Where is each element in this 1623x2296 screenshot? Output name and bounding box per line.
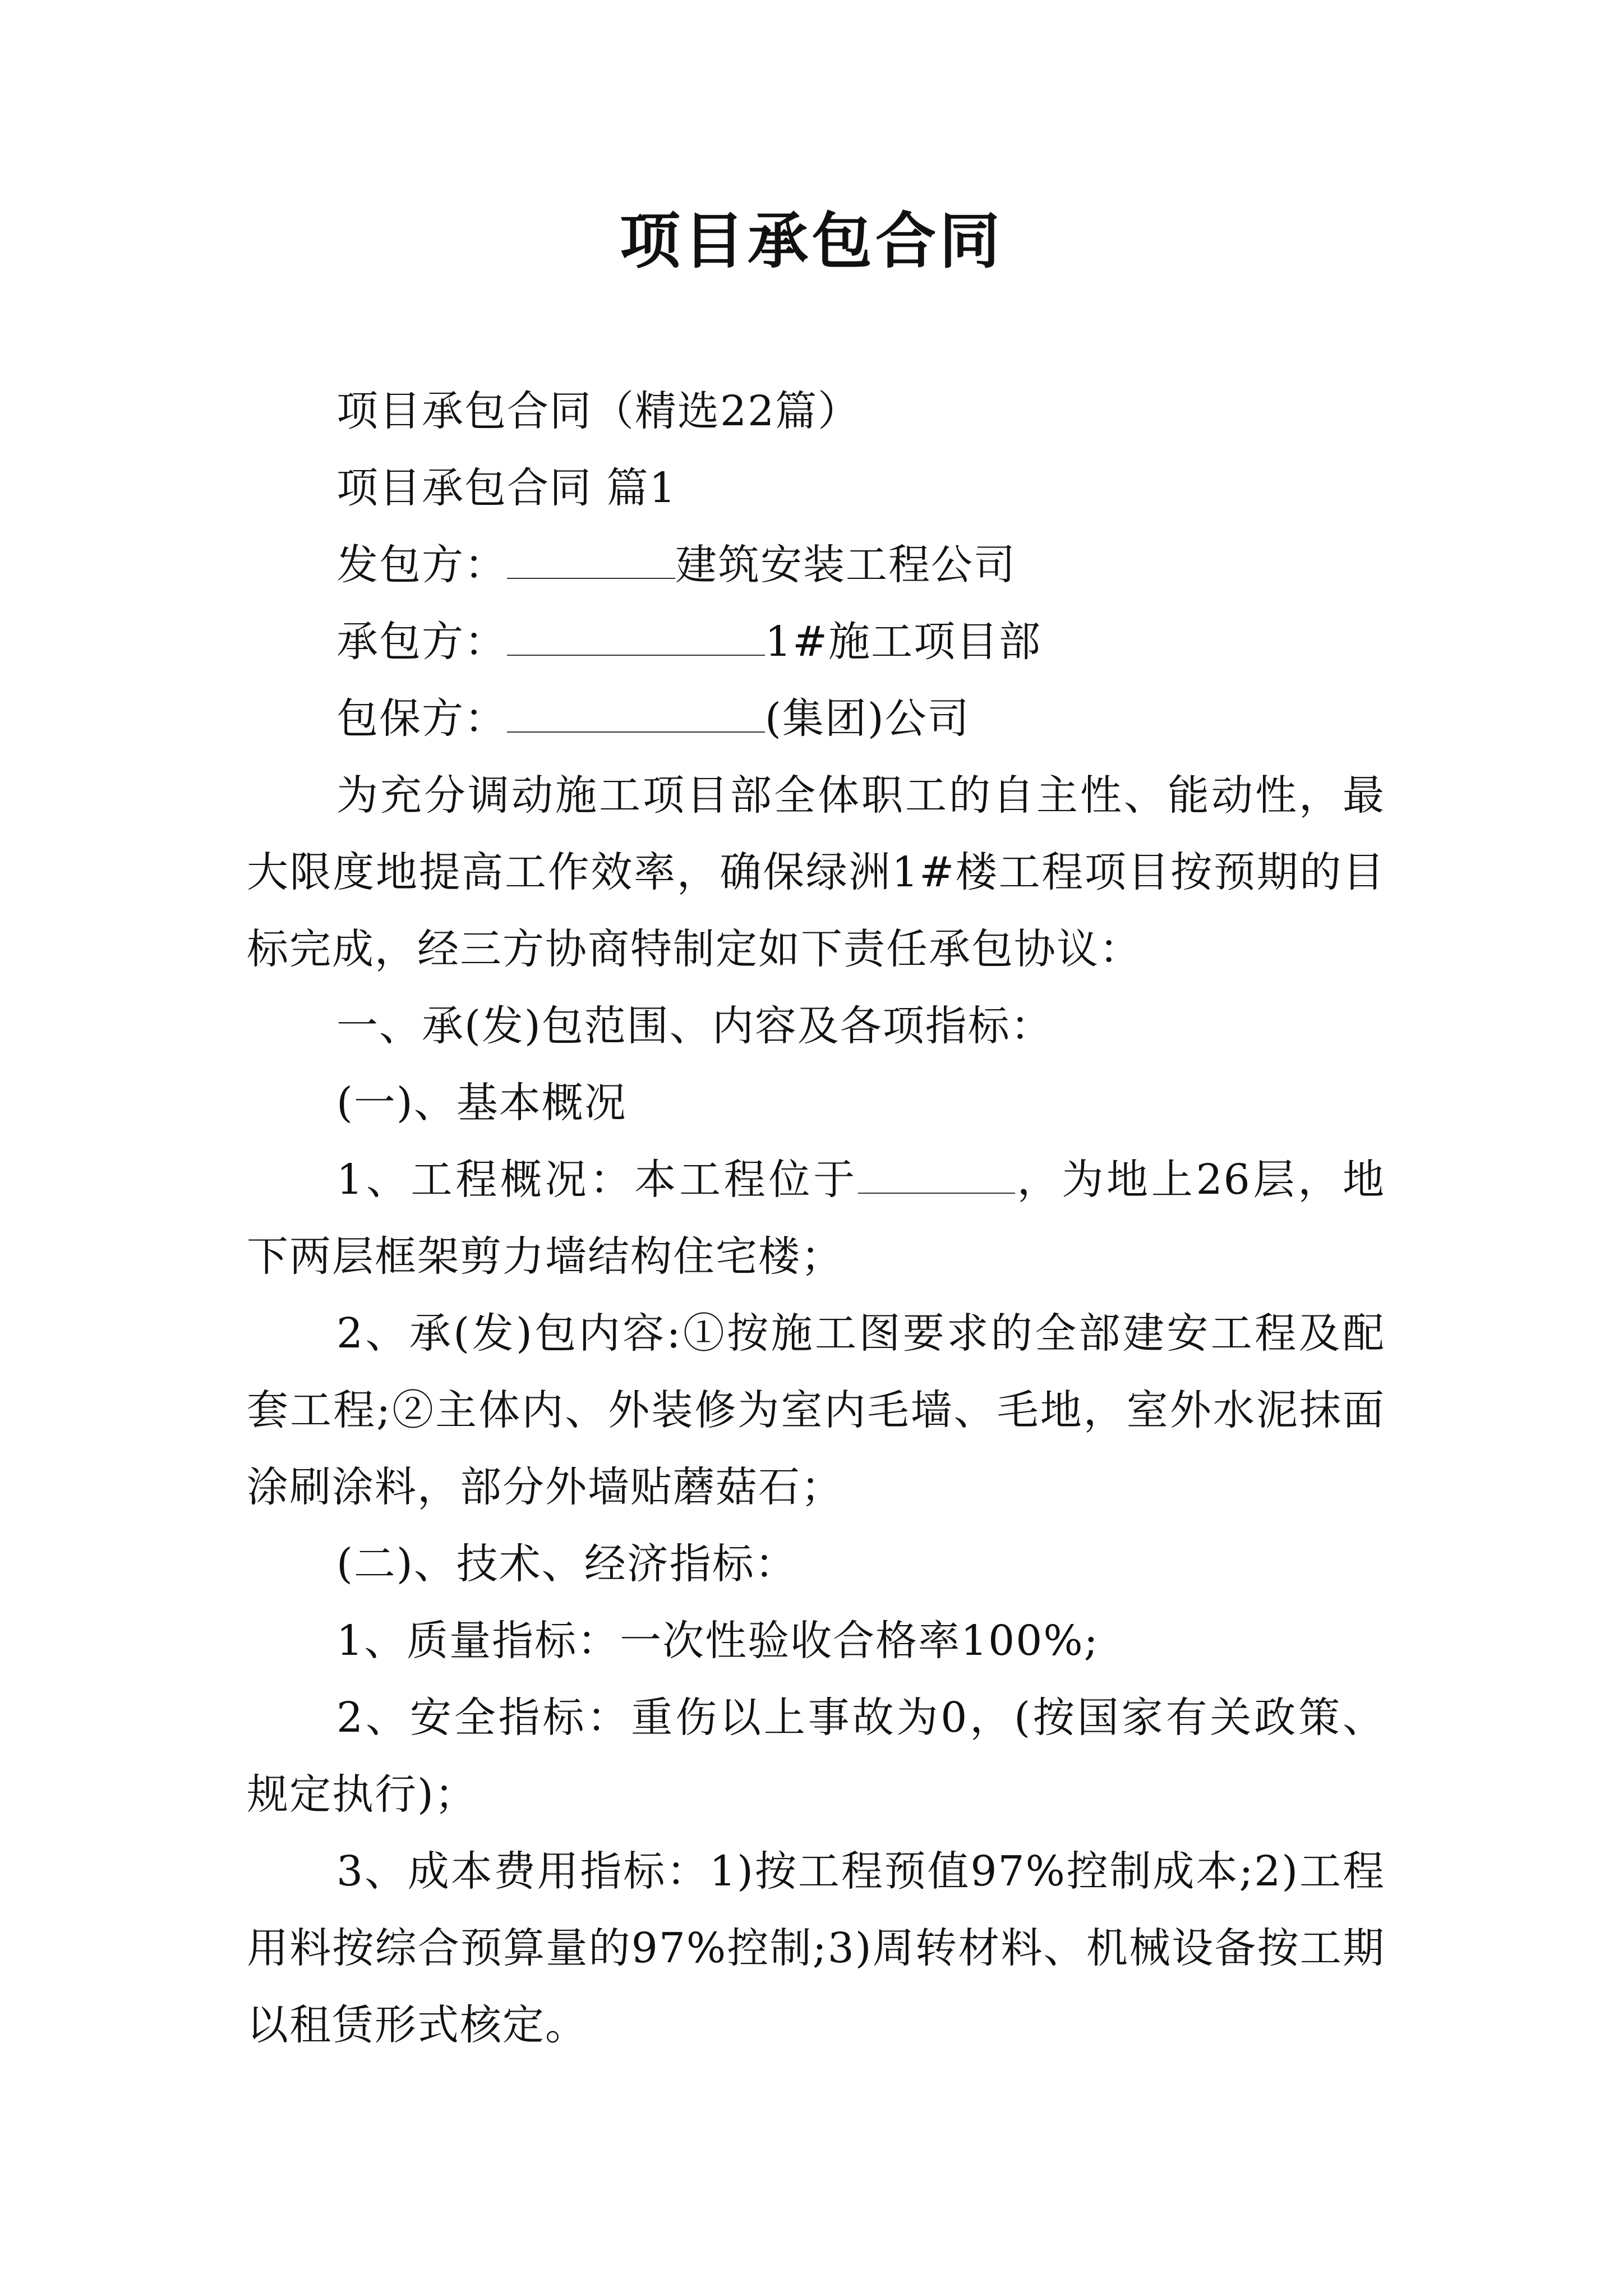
paragraph-subtitle: 项目承包合同（精选22篇） bbox=[336, 387, 861, 435]
paragraph-guarantor bbox=[247, 680, 1385, 757]
guarantor-label: 包保方： bbox=[336, 694, 507, 743]
paragraph-project-overview bbox=[247, 1142, 1385, 1295]
overview-before: 1、工程概况：本工程位于 bbox=[336, 1156, 858, 1204]
paragraph-indicators-heading: (二)、技术、经济指标： bbox=[336, 1540, 797, 1588]
contractor-name: 1#施工项目部 bbox=[765, 618, 1042, 666]
employer-label: 发包方： bbox=[336, 541, 507, 589]
guarantor-blank bbox=[507, 698, 765, 733]
contractor-label: 承包方： bbox=[336, 618, 507, 666]
paragraph-scope-heading: 一、承(发)包范围、内容及各项指标： bbox=[336, 1002, 1053, 1050]
document-title: 项目承包合同 bbox=[619, 206, 1003, 277]
employer-name: 建筑安装工程公司 bbox=[675, 541, 1016, 589]
paragraph-contractor bbox=[247, 604, 1385, 680]
paragraph-section-heading: 项目承包合同 篇1 bbox=[336, 464, 677, 512]
paragraph-contract-content: 2、承(发)包内容:①按施工图要求的全部建安工程及配套工程;②主体内、外装修为室内毛墙、毛地，室外水泥抹面涂刷涂料，部分外墙贴蘑菇石； bbox=[247, 1309, 1385, 1511]
paragraph-safety-indicator: 2、安全指标：重伤以上事故为0，(按国家有关政策、规定执行)； bbox=[247, 1694, 1385, 1819]
guarantor-name: (集团)公司 bbox=[765, 694, 970, 743]
location-blank bbox=[858, 1159, 1015, 1194]
paragraph-cost-indicator: 3、成本费用指标：1)按工程预值97%控制成本;2)工程用料按综合预算量的97%控制;3)周转材料、机械设备按工期以租赁形式核定。 bbox=[247, 1847, 1385, 2049]
document-body bbox=[247, 373, 1385, 2064]
employer-blank bbox=[507, 544, 675, 579]
paragraph-employer bbox=[247, 527, 1385, 604]
paragraph-overview-heading: (一)、基本概况 bbox=[336, 1079, 627, 1127]
contractor-blank bbox=[507, 621, 765, 656]
paragraph-purpose: 为充分调动施工项目部全体职工的自主性、能动性，最大限度地提高工作效率，确保绿洲1#楼工程项目按预期的目标完成，经三方协商特制定如下责任承包协议： bbox=[247, 771, 1385, 973]
paragraph-quality-indicator: 1、质量指标：一次性验收合格率100%; bbox=[336, 1617, 1099, 1665]
overview-after: ，为地上26层，地下两层框架剪力墙结构住宅楼； bbox=[247, 1156, 1385, 1281]
